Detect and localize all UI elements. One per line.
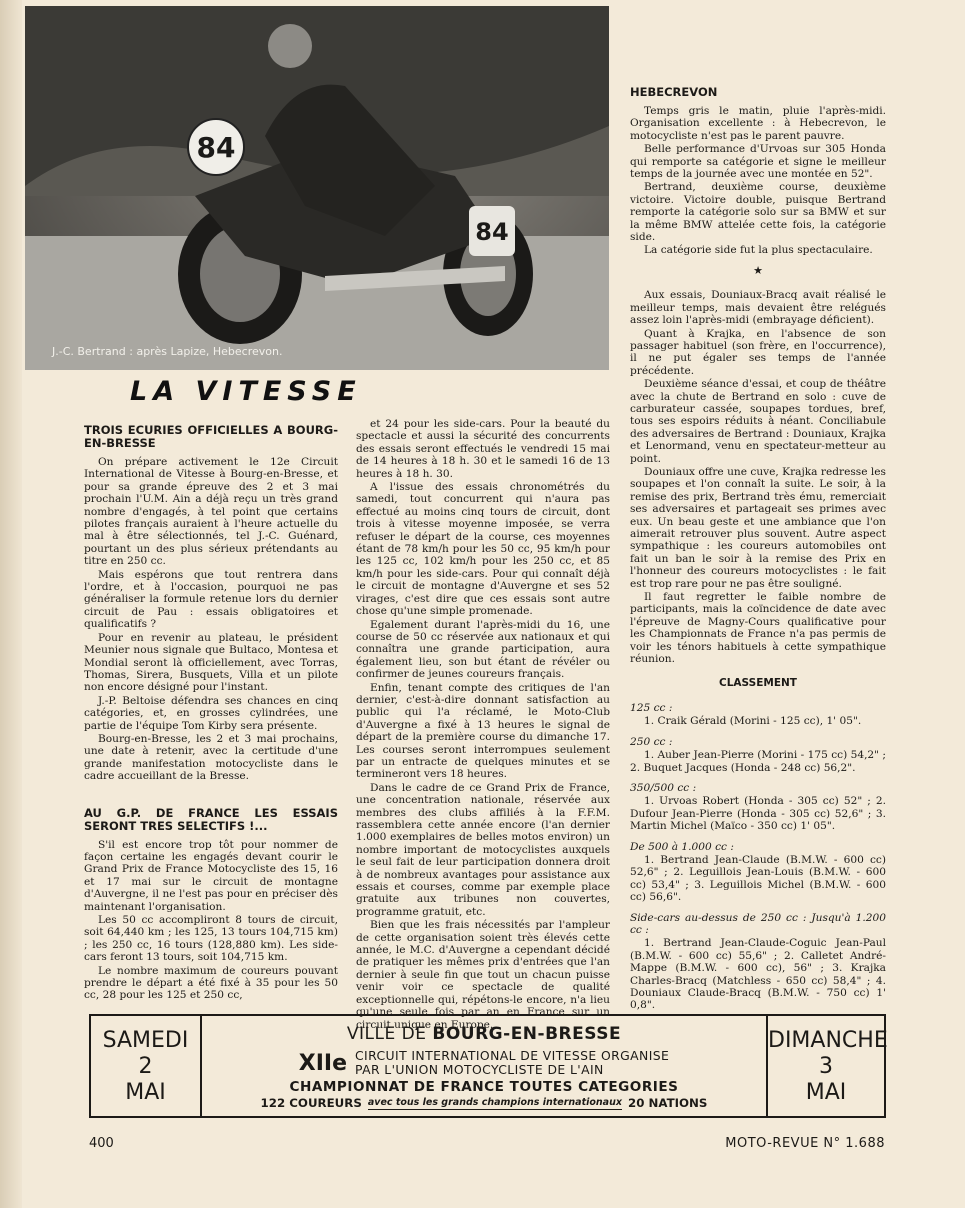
race-number-side: 84 <box>475 218 509 246</box>
paragraph: Temps gris le matin, pluie l'après-midi. Organisation excellente : à Hebecrevon, le motocycliste n'est pas le parent pauvre. <box>630 105 886 142</box>
paragraph: S'il est encore trop tôt pour nommer de façon certaine les engagés devant courir le Grand Prix de France Motocycliste des 15, 16 et 17 mai sur le circuit de montagne d'Auvergne, il ne l'est pas pour en préciser dès maintenant l'organisation. <box>84 838 338 913</box>
paragraph: On prépare activement le 12e Circuit International de Vitesse à Bourg-en-Bresse, et pour sa grande épreuve des 2 et 3 mai prochain l'U.M. Ain a déjà reçu un très grand nombre d'engagés, à tel point que certains pilotes français auraient à l'heure actuelle du mal à être sélectionnés, tel J.-C. Guénard, pourtant un des plus sérieux prétendants au titre en 250 cc. <box>84 456 338 568</box>
paragraph: Les 50 cc accompliront 8 tours de circuit, soit 64,440 km ; les 125, 13 tours 104,715 km) ; les 250 cc, 16 tours (128,880 km). Les side-cars feront 13 tours, soit 104,715 km. <box>84 914 338 964</box>
paragraph: J.-P. Beltoise défendra ses chances en cinq catégories, et, en grosses cylindrées, une partie de l'équipe Tom Kirby sera présente. <box>84 694 338 732</box>
classement-title: CLASSEMENT <box>719 677 797 690</box>
column-3 <box>630 86 886 1013</box>
column-1 <box>84 424 338 1003</box>
banner-edition: XIIe <box>298 1050 347 1076</box>
section-title-ecuries: TROIS ECURIES OFFICIELLES A BOURG-EN-BRESSE <box>84 423 338 450</box>
star-separator-icon: ★ <box>753 263 763 277</box>
result-entry: 1. Craik Gérald (Morini - 125 cc), 1' 05". <box>644 715 862 728</box>
paragraph: Belle performance d'Urvoas sur 305 Honda qui remporte sa catégorie et signe le meilleur temps de la journée avec une montée en 52". <box>630 143 886 181</box>
race-number-front: 84 <box>196 131 236 164</box>
result-entry: 1. Bertrand Jean-Claude (B.M.W. - 600 cc) 52,6" ; 2. Leguillois Jean-Louis (B.M.W. - 600 cc) 53,4" ; 3. Leguillois Michel (B.M.W. - 600 cc) 56,6". <box>630 853 886 904</box>
column-2 <box>356 418 610 1032</box>
banner-org-line-1: CIRCUIT INTERNATIONAL DE VITESSE ORGANISE <box>355 1048 670 1063</box>
banner-organizer <box>202 1049 766 1077</box>
event-banner <box>89 1014 886 1118</box>
paragraph: Le nombre maximum de coureurs pouvant prendre le départ a été fixé à 35 pour les 50 cc, 28 pour les 125 et 250 cc, <box>84 964 338 1002</box>
banner-month: MAI <box>805 1080 847 1105</box>
banner-riders-count: 122 COUREURS <box>260 1096 362 1110</box>
magazine-issue: MOTO-REVUE N° 1.688 <box>725 1136 885 1151</box>
page-number: 400 <box>89 1136 114 1151</box>
banner-month: MAI <box>125 1080 166 1105</box>
paragraph: Mais espérons que tout rentrera dans l'ordre, et à l'occasion, pourquoi ne pas généraliser la formule retenue lors du dernier circuit de Pau : essais obligatoires et qualificatifs ? <box>84 568 338 631</box>
paragraph: Douniaux offre une cuve, Krajka redresse les soupapes et l'on connaît la suite. Le soir, à la remise des prix, Bertrand très ému, remerciait ses adversaires et partageait ses primes avec eux. Un beau geste et une ambiance que l'on aimerait retrouver plus souvent. Autre aspect sympathique : les coureurs automobiles ont fait un ban le soir à la remise des Prix en l'honneur des coureurs motocyclistes : le fait est trop rare pour ne pas être souligné. <box>630 465 886 590</box>
category-label: Side-cars au-dessus de 250 cc : Jusqu'à 1.200 cc : <box>630 911 886 936</box>
paragraph: Enfin, tenant compte des critiques de l'an dernier, c'est-à-dire donnant satisfaction au public qui l'a réclamé, le Moto-Club d'Auvergne a fixé à 13 heures le signal de départ de la première course du dimanche 17. Les courses seront interrompues seulement par un entracte de quelques minutes et se termineront vers 18 heures. <box>356 681 610 781</box>
page-edge <box>0 0 22 1208</box>
banner-champions-note: avec tous les grands champions internationaux <box>367 1096 622 1108</box>
paragraph: Pour en revenir au plateau, le président Meunier nous signale que Bultaco, Montesa et Mondial seront là officiellement, avec Torras, Thomas, Sirera, Busquets, Villa et un pilote non encore désigné pour l'instant. <box>84 631 338 694</box>
paragraph: La catégorie side fut la plus spectaculaire. <box>644 244 873 257</box>
banner-city-name: BOURG-EN-BRESSE <box>432 1024 622 1044</box>
banner-day-number: 2 <box>138 1054 153 1079</box>
paragraph: Dans le cadre de ce Grand Prix de France, une concentration nationale, réservée aux membres des clubs affiliés à la F.F.M. rassemblera cette année encore (l'an dernier 1.000 exemplaires de belles motos environ) un nombre important de motocyclistes auxquels le seul fait de leur participation donnera droit à de nombreux avantages pour assistance aux essais et courses, comme par exemple place gratuite aux tribunes non couvertes, programme gratuit, etc. <box>356 781 610 918</box>
paragraph: Bien que les frais nécessités par l'ampleur de cette organisation soient très élevés cette année, le M.C. d'Auvergne a cependant décidé de pratiquer les mêmes prix d'entrées que l'an dernier à seule fin que tout un chacun puisse venir voir ce spectacle de qualité exceptionnelle qui, répétons-le encore, n'a lieu qu'une seule fois par an en France sur un circuit unique en Europe. <box>356 919 610 1031</box>
banner-nations-count: 20 NATIONS <box>627 1096 708 1110</box>
banner-center <box>202 1016 766 1116</box>
paragraph: Bertrand, deuxième course, deuxième victoire. Victoire double, puisque Bertrand remporte la catégorie solo sur sa BMW et sur la même BMW attelée cette fois, la catégorie side. <box>630 181 886 244</box>
page-headline: LA VITESSE <box>130 376 362 407</box>
banner-championship: CHAMPIONNAT DE FRANCE TOUTES CATEGORIES <box>289 1079 679 1095</box>
paragraph: Egalement durant l'après-midi du 16, une course de 50 cc réservée aux nationaux et qui connaîtra une grande participation, aura également lieu, son but étant de révéler ou confirmer de jeunes coureurs français. <box>356 618 610 681</box>
section-title-gp-france: AU G.P. DE FRANCE LES ESSAIS SERONT TRES SELECTIFS !... <box>84 805 338 833</box>
result-entry: 1. Urvoas Robert (Honda - 305 cc) 52" ; 2. Dufour Jean-Pierre (Honda - 305 cc) 52,6" ; 3. Martin Michel (Maïco - 350 cc) 1' 05". <box>630 795 886 833</box>
banner-day: DIMANCHE <box>768 1028 888 1053</box>
banner-org-line-2: PAR L'UNION MOTOCYCLISTE DE L'AIN <box>355 1062 604 1077</box>
category-label: 250 cc : <box>630 735 673 748</box>
category-label: De 500 à 1.000 cc : <box>630 840 734 853</box>
result-entry: 1. Auber Jean-Pierre (Morini - 175 cc) 54,2" ; 2. Buquet Jacques (Honda - 248 cc) 56,2". <box>630 749 886 774</box>
banner-date-right <box>766 1016 888 1116</box>
photo-caption: J.-C. Bertrand : après Lapize, Hebecrevon. <box>52 345 283 358</box>
paragraph: Quant à Krajka, en l'absence de son passager habituel (son frère, en l'occurrence), il ne put égaler ses temps de l'année précédente. <box>630 327 886 377</box>
paragraph: Il faut regretter le faible nombre de participants, mais la coïncidence de date avec l'épreuve de Magny-Cours qualificative pour les Championnats de France n'a pas permis de voir les ténors habituels à cette sympathique réunion. <box>630 591 886 666</box>
paragraph: A l'issue des essais chronométrés du samedi, tout concurrent qui n'aura pas effectué au moins cinq tours de circuit, dont trois à vitesse moyenne imposée, se verra refuser le départ de la course, ces moyennes étant de 78 km/h pour les 50 cc, 95 km/h pour les 125 cc, 102 km/h pour les 250 cc, et 85 km/h pour les side-cars. Pour qui connaît déjà le circuit de montagne d'Auvergne et ses 52 virages, c'est dire que ces essais sont autre chose qu'une simple promenade. <box>356 481 610 618</box>
section-title-hebecrevon: HEBECREVON <box>630 85 718 99</box>
paragraph: et 24 pour les side-cars. Pour la beauté du spectacle et aussi la sécurité des concurrents des essais seront effectués le vendredi 15 mai de 14 heures à 18 h. 30 et le samedi 16 de 13 heures à 18 h. 30. <box>356 418 610 480</box>
banner-city <box>202 1024 766 1044</box>
race-photo <box>25 6 609 370</box>
motorcycle-illustration <box>25 6 609 370</box>
result-entry: 1. Bertrand Jean-Claude-Coguic Jean-Paul (B.M.W. - 600 cc) 55,6" ; 2. Calletet André-Mappe (B.M.W. - 600 cc), 56" ; 3. Krajka Charles-Bracq (Matchless - 650 cc) 58,4" ; 4. Douniaux Claude-Bracq (B.M.W. - 750 cc) 1' 0,8". <box>630 937 886 1012</box>
category-label: 350/500 cc : <box>630 781 697 794</box>
paragraph: Deuxième séance d'essai, et coup de théâtre avec la chute de Bertrand en solo : cuve de carburateur cassée, soupapes tordues, bref, tous ses espoirs réduits à néant. Conciliabule des adversaires de Bertrand : Douniaux, Krajka et Lenormand, venu en spectateur-metteur au point. <box>630 378 886 465</box>
banner-date-left <box>91 1016 202 1116</box>
banner-day-number: 3 <box>819 1054 833 1079</box>
paragraph: Aux essais, Douniaux-Bracq avait réalisé le meilleur temps, mais devaient être relégués assez loin l'après-midi (embrayage déficient). <box>630 289 886 327</box>
banner-counts <box>202 1096 766 1110</box>
banner-day: SAMEDI <box>102 1028 189 1053</box>
paragraph: Bourg-en-Bresse, les 2 et 3 mai prochains, une date à retenir, avec la certitude d'une grande manifestation motocycliste dans le cadre accueillant de la Bresse. <box>84 732 338 783</box>
banner-city-prefix: VILLE DE <box>346 1024 427 1044</box>
category-label: 125 cc : <box>630 701 673 714</box>
